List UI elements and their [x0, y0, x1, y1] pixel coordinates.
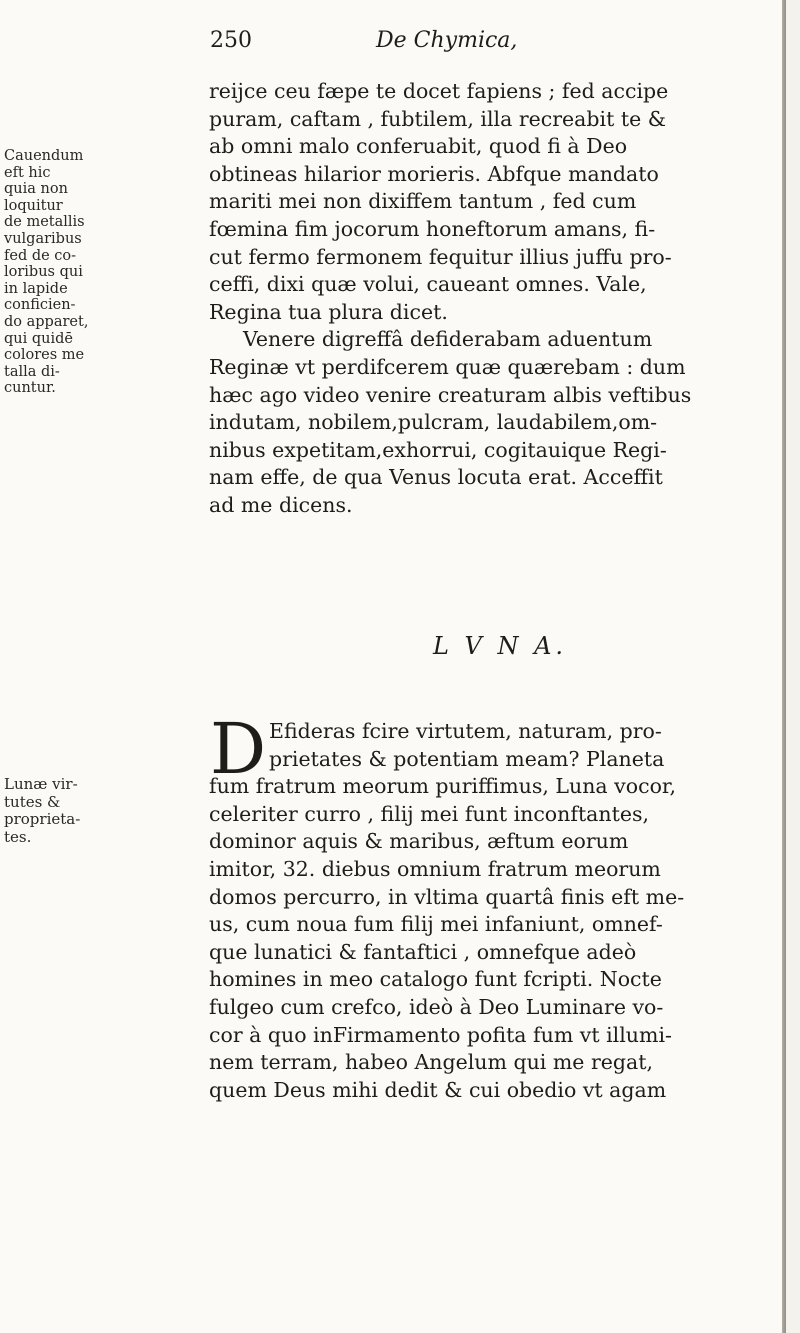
marginal-line: loribus qui: [4, 264, 83, 281]
text-line: nibus expetitam,exhorrui, cogitauique Regi-: [209, 437, 667, 462]
marginal-line: vulgaribus: [4, 230, 82, 247]
text-line: Venere digreffâ defiderabam aduentum: [243, 327, 653, 352]
text-line: nam effe, de qua Venus locuta erat. Acceffit: [209, 465, 663, 490]
text-line: cor à quo inFirmamento pofita fum vt illumi-: [209, 1022, 672, 1047]
running-title: De Chymica,: [376, 28, 518, 53]
text-line: fum fratrum meorum puriffimus, Luna vocor,: [209, 774, 676, 799]
text-line: ad me dicens.: [209, 492, 353, 517]
text-line: ab omni malo conferuabit, quod fi à Deo: [209, 134, 628, 159]
marginal-line: tes.: [4, 827, 32, 846]
marginal-line: eft hic: [4, 164, 51, 181]
drop-cap: D: [210, 708, 267, 790]
text-line: fœmina fim jocorum honeftorum amans, fi-: [209, 216, 656, 241]
text-line: fulgeo cum crefco, ideò à Deo Luminare vo-: [209, 994, 664, 1019]
marginal-note-lunae: [4, 776, 92, 846]
text-line: hæc ago video venire creaturam albis veftibus: [209, 382, 692, 407]
marginal-line: qui quidē: [4, 330, 73, 347]
marginal-line: do apparet,: [4, 313, 89, 330]
text-line: indutam, nobilem,pulcram, laudabilem,om-: [209, 410, 658, 435]
marginal-line: colores me: [4, 347, 85, 364]
marginal-line: fed de co-: [4, 247, 77, 264]
text-line: quem Deus mihi dedit & cui obedio vt agam: [209, 1077, 667, 1102]
text-line: ceffi, dixi quæ volui, caueant omnes. Vale,: [209, 272, 647, 297]
marginal-line: tutes &: [4, 792, 61, 811]
marginal-line: conficien-: [4, 297, 76, 314]
marginal-line: Cauendum: [4, 148, 84, 164]
marginal-line: de metallis: [4, 214, 85, 231]
text-line: cut fermo fermonem fequitur illius juffu pro-: [209, 244, 672, 269]
marginal-line: in lapide: [4, 280, 68, 297]
text-line: celeriter curro , filij mei funt inconftantes,: [209, 801, 650, 826]
marginal-line: quia non: [4, 181, 68, 198]
running-head: [210, 28, 517, 60]
text-line: homines in meo catalogo funt fcripti. Nocte: [209, 967, 662, 992]
text-line: que lunatici & fantaftici , omnefque adeò: [209, 939, 637, 964]
text-line: puram, caftam , fubtilem, illa recreabit te &: [209, 106, 666, 131]
marginal-line: proprieta-: [4, 810, 81, 828]
text-line: Reginæ vt perdifcerem quæ quærebam : dum: [209, 354, 686, 379]
marginal-line: Lunæ vir-: [4, 775, 78, 793]
text-line: prietates & potentiam meam? Planeta: [269, 746, 665, 771]
text-line: us, cum noua fum filij mei infaniunt, omnef-: [209, 912, 663, 937]
text-line: nem terram, habeo Angelum qui me regat,: [209, 1050, 653, 1075]
text-line: mariti mei non dixiffem tantum , fed cum: [209, 189, 637, 214]
text-line: dominor aquis & maribus, æftum eorum: [209, 829, 629, 854]
marginal-line: loquitur: [4, 197, 63, 214]
page-number: 250: [210, 28, 252, 53]
text-line: domos percurro, in vltima quartâ finis eft me-: [209, 884, 685, 909]
text-line: reijce ceu fæpe te docet fapiens ; fed accipe: [209, 79, 669, 103]
marginal-note-cauendum: [4, 148, 92, 397]
text-line: obtineas hilarior morieris. Abfque mandato: [209, 161, 659, 186]
text-line: imitor, 32. diebus omnium fratrum meorum: [209, 856, 661, 881]
marginal-line: cuntur.: [4, 380, 56, 397]
body-text-luna: [209, 708, 791, 1104]
body-text: [209, 78, 791, 520]
text-line: Efideras fcire virtutem, naturam, pro-: [269, 719, 662, 743]
section-heading-luna: L V N A.: [432, 632, 568, 660]
marginal-line: talla di-: [4, 363, 60, 380]
text-line: Regina tua plura dicet.: [209, 299, 448, 324]
